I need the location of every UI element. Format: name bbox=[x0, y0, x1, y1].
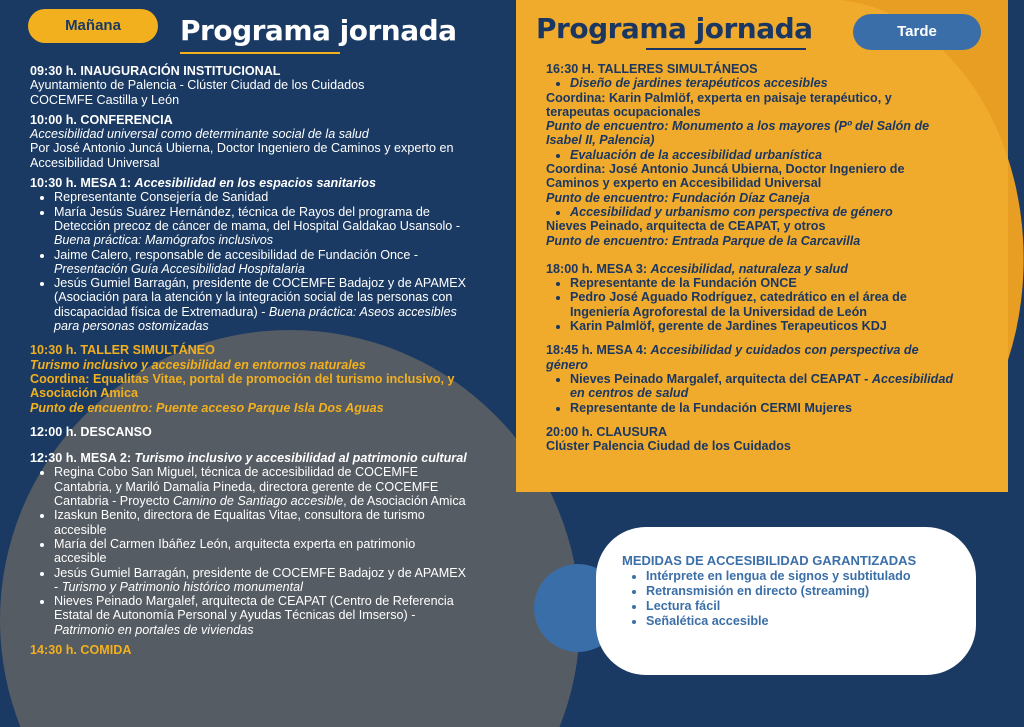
block-heading bbox=[546, 343, 956, 372]
taller-block bbox=[30, 343, 470, 414]
inauguration-block bbox=[30, 64, 470, 107]
taller-meeting-point: Punto de encuentro: Monumento a los mayores (Pº del Salón de Isabel II, Palencia) bbox=[546, 119, 930, 148]
block-heading bbox=[30, 176, 470, 190]
taller-title: • Accesibilidad y urbanismo con perspectiva de género bbox=[570, 205, 956, 219]
list-item: • Representante de la Fundación ONCE bbox=[570, 276, 956, 290]
mesa-time: 18:00 h. MESA 3: bbox=[546, 261, 651, 276]
list-item: • Karin Palmlöf, gerente de Jardines Terapeuticos KDJ bbox=[570, 319, 956, 333]
taller-coord: Nieves Peinado, arquitecta de CEAPAT, y otros bbox=[546, 219, 826, 234]
speaker-tail: , de Asociación Amica bbox=[343, 494, 466, 509]
speaker-text: Representante de la Fundación CERMI Mujeres bbox=[570, 400, 853, 415]
speaker-list bbox=[546, 276, 956, 333]
morning-tab-label: Mañana bbox=[65, 17, 121, 34]
speaker-text: Jaime Calero, responsable de accesibilidad de Fundación Once - bbox=[54, 247, 419, 262]
afternoon-program bbox=[546, 62, 956, 461]
talleres-block bbox=[546, 62, 956, 248]
list-item: • Lectura fácil bbox=[646, 599, 911, 614]
speaker-text: Nieves Peinado Margalef, arquitecta de CEAPAT (Centro de Referencia Estatal de Autonomía Personal y Ayudas Técnicas del Imserso) - bbox=[54, 594, 454, 623]
taller-meeting-point: Punto de encuentro: Fundación Díaz Caneja bbox=[546, 190, 810, 205]
morning-tab bbox=[28, 9, 158, 43]
speaker-topic: Buena práctica: Mamógrafos inclusivos bbox=[54, 233, 274, 248]
list-item bbox=[54, 276, 470, 333]
speaker-topic: Patrimonio en portales de viviendas bbox=[54, 622, 254, 637]
block-line: COCEMFE Castilla y León bbox=[30, 92, 180, 107]
accessibility-list bbox=[628, 569, 911, 629]
mesa4-block bbox=[546, 343, 956, 414]
list-item: • Pedro José Aguado Rodríguez, catedrático en el área de Ingeniería Agroforestal de la Universidad de León bbox=[570, 290, 956, 319]
list-item: • Señalética accesible bbox=[646, 614, 911, 629]
block-heading: 16:30 H. TALLERES SIMULTÁNEOS bbox=[546, 62, 758, 76]
list-item: • Retransmisión en directo (streaming) bbox=[646, 584, 911, 599]
list-item bbox=[54, 537, 470, 566]
mesa-topic: Accesibilidad y cuidados con perspectiva de género bbox=[546, 343, 919, 372]
descanso-block bbox=[30, 425, 470, 439]
speaker-topic: Accesibilidad en centros de salud bbox=[570, 371, 954, 401]
list-item bbox=[570, 401, 956, 415]
speaker-list bbox=[30, 190, 470, 333]
taller-title: • Diseño de jardines terapéuticos accesibles bbox=[570, 76, 956, 90]
block-heading bbox=[30, 451, 470, 465]
block-line: Clúster Palencia Ciudad de los Cuidados bbox=[546, 439, 791, 454]
speaker-text: Jesús Gumiel Barragán, presidente de COCEMFE Badajoz y de APAMEX - bbox=[54, 565, 467, 594]
taller-title: Turismo inclusivo y accesibilidad en entornos naturales bbox=[30, 357, 366, 372]
speaker-list bbox=[30, 465, 470, 637]
list-item bbox=[54, 594, 470, 637]
left-title-underline bbox=[180, 52, 340, 54]
list-item: • Intérprete en lengua de signos y subtitulado bbox=[646, 569, 911, 584]
speaker-text: Representante Consejería de Sanidad bbox=[54, 190, 269, 205]
afternoon-tab-label: Tarde bbox=[897, 23, 937, 40]
mesa-topic: Turismo inclusivo y accesibilidad al patrimonio cultural bbox=[134, 451, 467, 466]
taller-meeting-point: Punto de encuentro: Puente acceso Parque Isla Dos Aguas bbox=[30, 400, 384, 415]
speaker-topic: Turismo y Patrimonio histórico monumental bbox=[61, 579, 303, 594]
list-item bbox=[54, 248, 470, 277]
list-item bbox=[54, 190, 470, 204]
morning-program bbox=[30, 64, 470, 663]
speaker-topic: Presentación Guía Accesibilidad Hospitalaria bbox=[54, 261, 305, 276]
taller-coord: Coordina: Equalitas Vitae, portal de promoción del turismo inclusivo, y Asociación Amica bbox=[30, 371, 455, 401]
speaker-topic: Camino de Santiago accesible bbox=[173, 494, 344, 509]
mesa3-block bbox=[546, 262, 956, 333]
speaker-text: Izaskun Benito, directora de Equalitas Vitae, consultora de turismo accesible bbox=[54, 508, 425, 537]
speaker-text: Jesús Gumiel Barragán, presidente de COCEMFE Badajoz y de APAMEX (Asociación para la atención y la integración social de las personas con discapacidad física de Extremadura) - bbox=[54, 276, 467, 319]
accessibility-title: MEDIDAS DE ACCESIBILIDAD GARANTIZADAS bbox=[622, 553, 917, 568]
speaker-text: María del Carmen Ibáñez León, arquitecta experta en patrimonio accesible bbox=[54, 536, 416, 566]
block-line: Por José Antonio Juncá Ubierna, Doctor Ingeniero de Caminos y experto en Accesibilidad Universal bbox=[30, 141, 454, 170]
speaker-text: Regina Cobo San Miguel, técnica de accesibilidad de COCEMFE Cantabria, y Mariló Damalia Pineda, directora gerente de COCEMFE Cantabria - Proyecto bbox=[54, 465, 439, 509]
mesa2-block bbox=[30, 451, 470, 637]
taller-title: • Evaluación de la accesibilidad urbanística bbox=[570, 148, 956, 162]
mesa-time: 10:30 h. MESA 1: bbox=[30, 176, 135, 191]
taller-list bbox=[546, 205, 956, 219]
mesa-topic: Accesibilidad, naturaleza y salud bbox=[650, 261, 848, 276]
taller-meeting-point: Punto de encuentro: Entrada Parque de la Carcavilla bbox=[546, 233, 861, 248]
afternoon-tab bbox=[853, 14, 981, 50]
mesa-time: 12:30 h. MESA 2: bbox=[30, 451, 135, 466]
list-item bbox=[54, 566, 470, 595]
block-heading: 10:00 h. CONFERENCIA bbox=[30, 112, 173, 127]
mesa-topic: Accesibilidad en los espacios sanitarios bbox=[134, 176, 376, 191]
speaker-list bbox=[546, 372, 956, 415]
block-heading: 20:00 h. CLAUSURA bbox=[546, 424, 668, 439]
block-line: Ayuntamiento de Palencia - Clúster Ciudad de los Cuidados bbox=[30, 78, 365, 93]
list-item bbox=[570, 372, 956, 401]
right-title-underline bbox=[646, 48, 806, 50]
left-title: Programa jornada bbox=[180, 14, 457, 47]
conference-title: Accesibilidad universal como determinante social de la salud bbox=[30, 127, 369, 142]
block-heading bbox=[546, 262, 956, 276]
mesa1-block bbox=[30, 176, 470, 333]
comida-block bbox=[30, 643, 470, 657]
list-item bbox=[54, 465, 470, 508]
block-heading: 10:30 h. TALLER SIMULTÁNEO bbox=[30, 343, 215, 358]
taller-list bbox=[546, 76, 956, 90]
speaker-text: María Jesús Suárez Hernández, técnica de Rayos del programa de Detección precoz de cáncer de mama, del Hospital Galdakao Usansolo - bbox=[54, 204, 461, 233]
list-item bbox=[54, 205, 470, 248]
speaker-text: Nieves Peinado Margalef, arquitecta del CEAPAT - bbox=[570, 371, 872, 386]
taller-list bbox=[546, 148, 956, 162]
block-heading: 14:30 h. COMIDA bbox=[30, 642, 132, 657]
taller-coord: Coordina: José Antonio Juncá Ubierna, Doctor Ingeniero de Caminos y experto en Accesibilidad Universal bbox=[546, 162, 905, 191]
list-item bbox=[54, 508, 470, 537]
block-heading: 12:00 h. DESCANSO bbox=[30, 424, 152, 439]
taller-coord: Coordina: Karin Palmlöf, experta en paisaje terapéutico, y terapeutas ocupacionales bbox=[546, 90, 892, 119]
block-heading: 09:30 h. INAUGURACIÓN INSTITUCIONAL bbox=[30, 64, 281, 78]
speaker-topic: Buena práctica: Aseos accesibles para personas ostomizadas bbox=[54, 304, 457, 334]
mesa-time: 18:45 h. MESA 4: bbox=[546, 343, 651, 358]
clausura-block bbox=[546, 425, 956, 454]
right-title: Programa jornada bbox=[536, 12, 813, 45]
conference-block bbox=[30, 113, 470, 170]
